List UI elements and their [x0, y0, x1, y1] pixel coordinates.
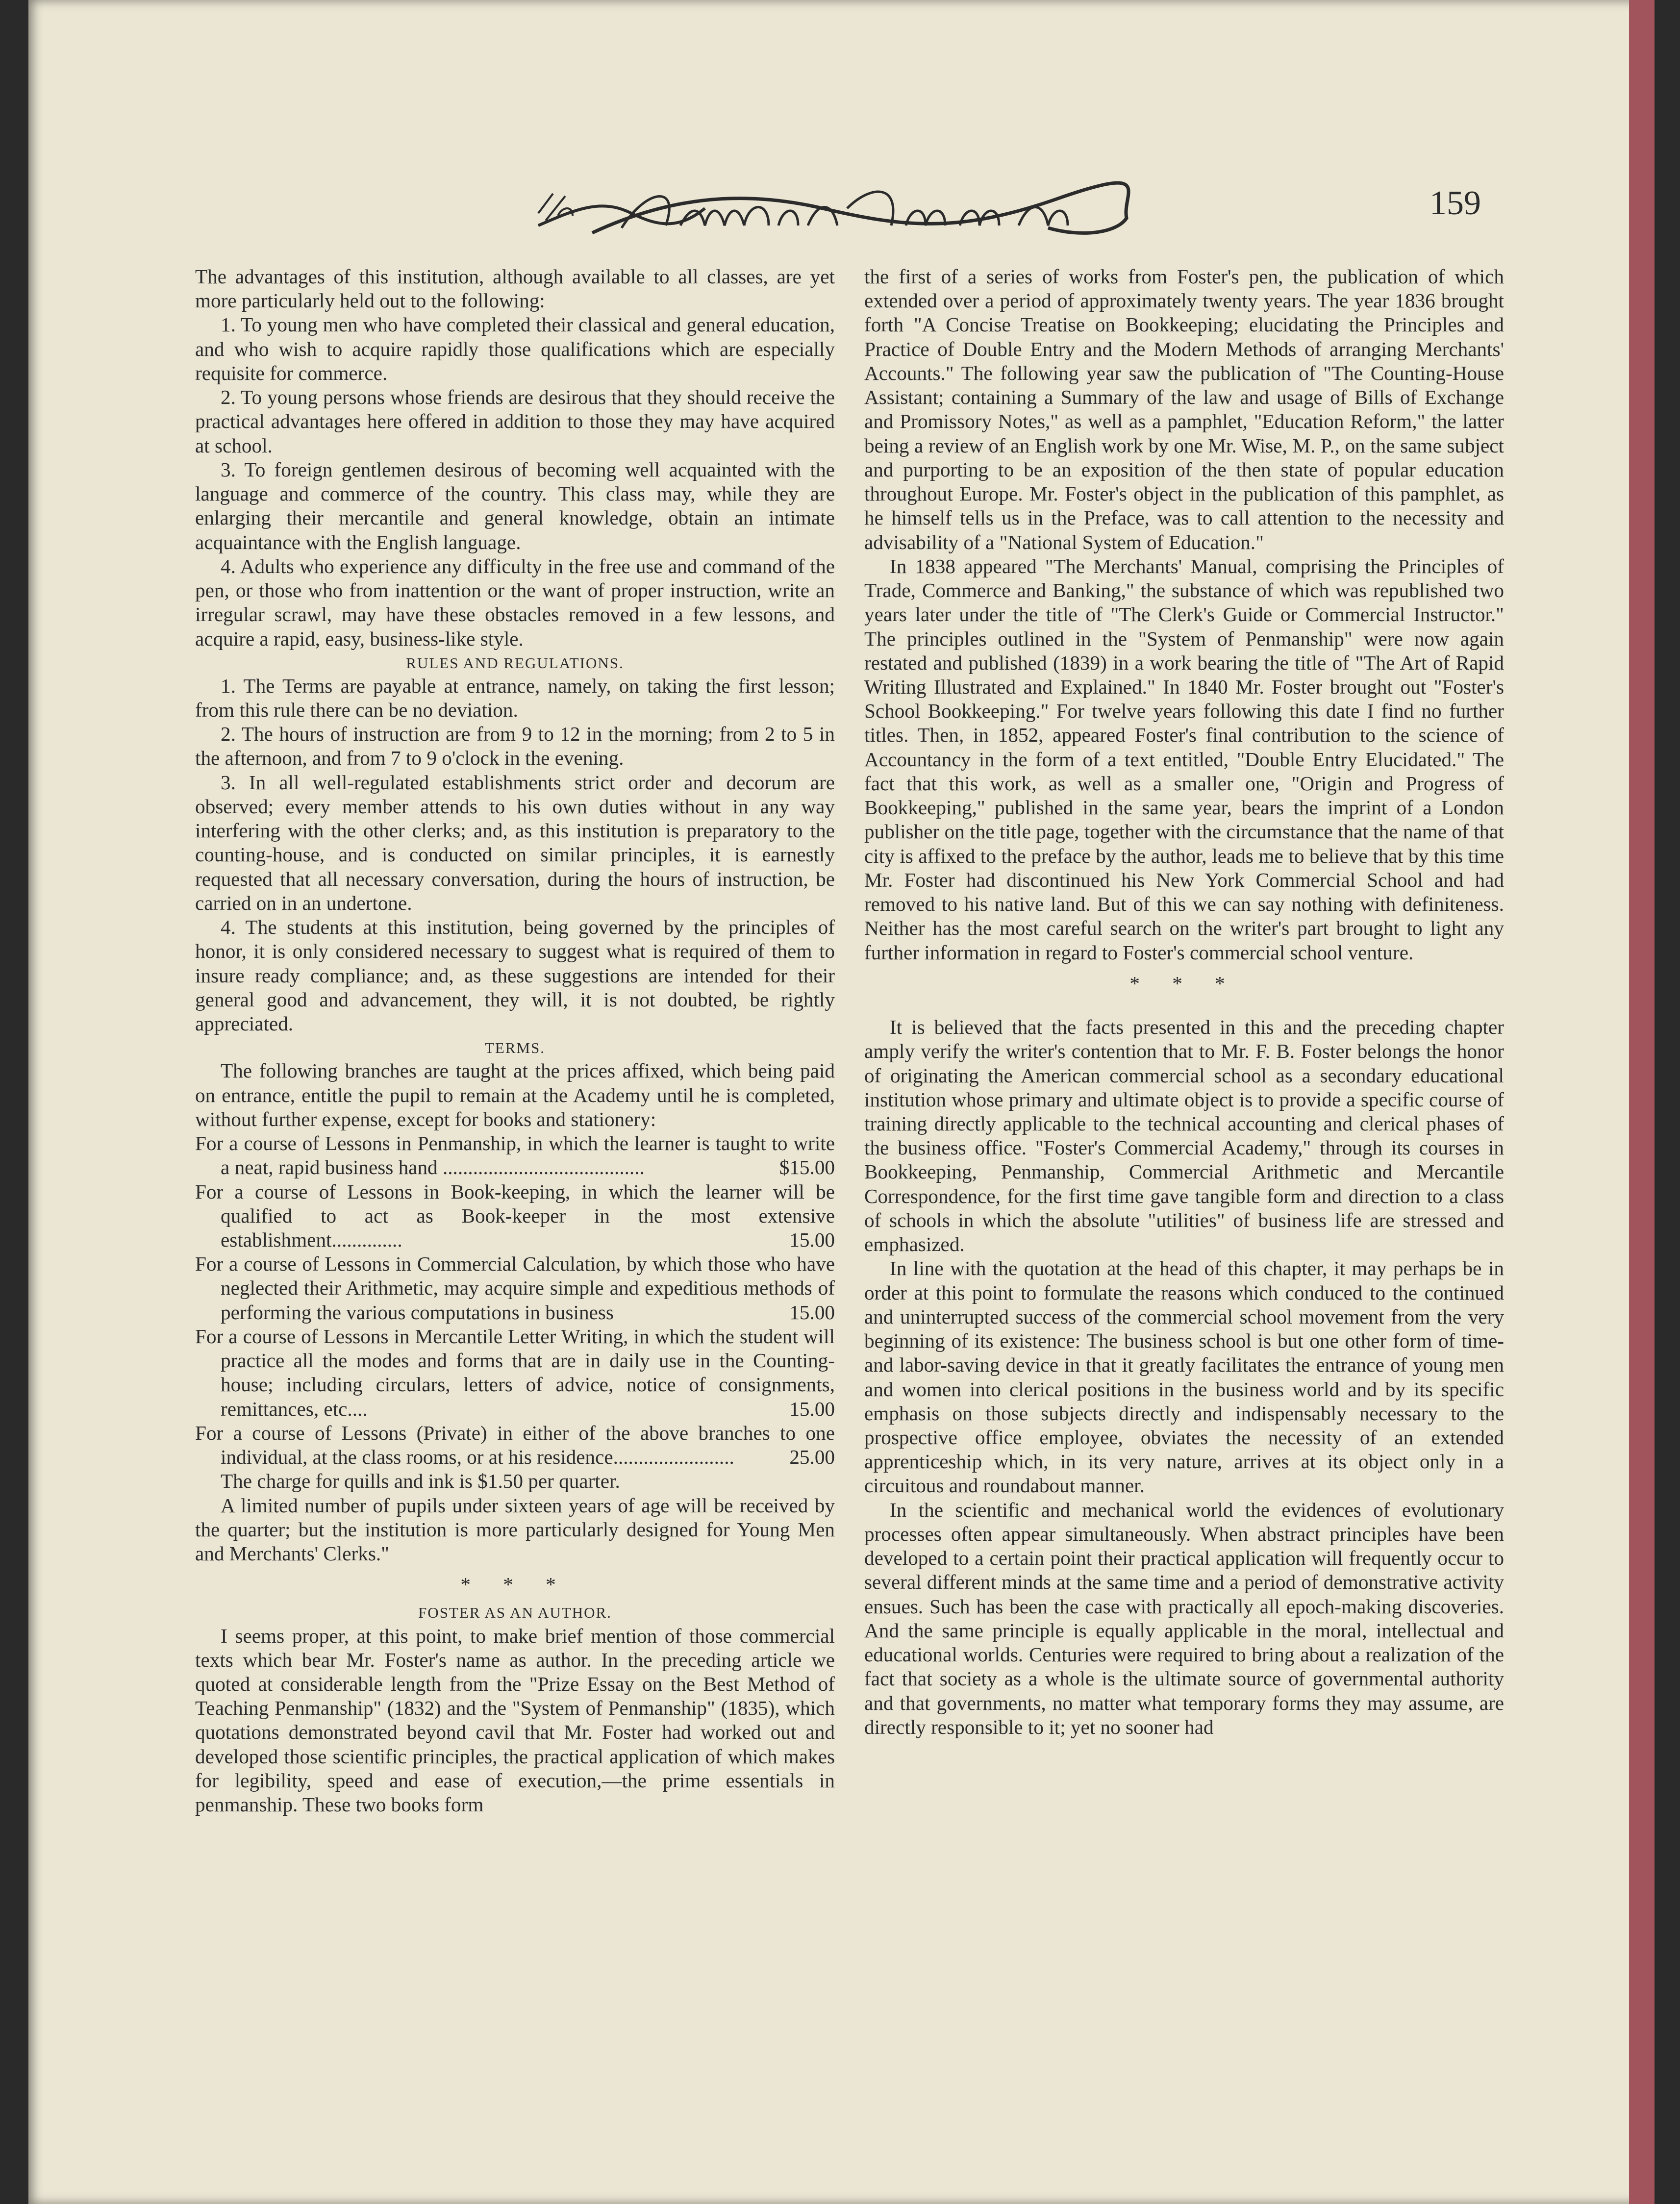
- term-item: [195, 1325, 835, 1421]
- body-paragraph: the first of a series of works from Foster's pen, the publication of which extended over a period of approximately twenty years. The year 1836 brought forth "A Concise Treatise on Bookkeeping; elucidating the Principles and Practice of Double Entry and the Modern Methods of arranging Merchants' Accounts." The following year saw the publication of "The Counting-House Assistant; containing a Summary of the law and usage of Bills of Exchange and Promissory Notes," as well as a pamphlet, "Education Reform," the latter being a review of an English work by one Mr. Wise, M. P., on the same subject and purporting to be an exposition of the then state of popular education throughout Europe. Mr. Foster's object in the publication of this pamphlet, as he himself tells us in the Preface, was to call attention to the necessity and advisability of a "National System of Education.": [864, 265, 1504, 553]
- author-paragraph: I seems proper, at this point, to make brief mention of those commercial texts which bear Mr. Foster's name as author. In the preceding article we quoted at considerable length from the "Prize Essay on the Best Method of Teaching Penmanship" (1832) and the "System of Penmanship" (1835), which quotations demonstrated beyond cavil that Mr. Foster had worked out and developed those scientific principles, the practical application of which makes for legibility, speed and ease of execution,—the prime essentials in penmanship. These two books form: [195, 1624, 835, 1816]
- term-text: For a course of Lessons in Penmanship, in which the learner is taught to write a neat, rapid business hand ........................................: [195, 1132, 835, 1179]
- term-item: [195, 1252, 835, 1325]
- right-column: [864, 265, 1504, 2088]
- rules-heading: RULES AND REGULATIONS.: [406, 654, 624, 672]
- quills-note: The charge for quills and ink is $1.50 per quarter.: [221, 1470, 620, 1493]
- rule-item: 1. The Terms are payable at entrance, namely, on taking the first lesson; from this rule there can be no deviation.: [195, 674, 835, 722]
- advantage-item: 4. Adults who experience any difficulty in the free use and command of the pen, or those who from inattention or the want of proper instruction, write an irregular scrawl, may have these obstacles removed in a few lessons, and acquire a rapid, easy, business-like style.: [195, 554, 835, 650]
- intro-paragraph: The advantages of this institution, although available to all classes, are yet more particularly held out to the following:: [195, 265, 835, 312]
- left-column: [195, 265, 835, 2088]
- masthead-logo: [519, 179, 1136, 243]
- advantage-item: 3. To foreign gentlemen desirous of becoming well acquainted with the language and commerce of the country. This class may, while they are enlarging their mercantile and general knowledge, obtain an intimate acquaintance with the English language.: [195, 458, 835, 553]
- section-separator: * * *: [460, 1573, 570, 1596]
- body-paragraph: In line with the quotation at the head of this chapter, it may perhaps be in order at this point to formulate the reasons which conduced to the continued and uninterrupted success of the commercial school movement from the very beginning of its existence: The business school is but one other form of time- and labor-saving device in that it greatly facilitates the entrance of young men and women into clerical positions in the business world and by its specific emphasis on those subjects directly and indispensably necessary to the prospective office employee, obviates the necessity of an extended apprenticeship which, in its very nature, arrives at its object only in a circuitous and roundabout manner.: [864, 1257, 1504, 1497]
- term-text: For a course of Lessons in Commercial Calculation, by which those who have neglected their Arithmetic, may acquire simple and expeditious methods of performing the various computations in business: [195, 1252, 835, 1324]
- section-separator: * * *: [1129, 972, 1239, 995]
- book-page: [28, 0, 1655, 2204]
- rule-item: 2. The hours of instruction are from 9 to 12 in the morning; from 2 to 5 in the afternoon, and from 7 to 9 o'clock in the evening.: [195, 723, 835, 770]
- term-text: For a course of Lessons in Mercantile Letter Writing, in which the student will practice all the modes and forms that are in daily use in the Counting-house; including circulars, letters of advice, notice of consignments, remittances, etc....: [195, 1325, 835, 1420]
- body-paragraph: In the scientific and mechanical world the evidences of evolutionary processes often appear simultaneously. When abstract principles have been developed to a certain point their practical application will frequently occur to several different minds at the same time and a period of demonstrative activity ensues. Such has been the case with practically all epoch-making discoveries. And the same principle is equally applicable in the moral, intellectual and educational worlds. Centuries were required to bring about a realization of the fact that society as a whole is the ultimate source of governmental authority and that governments, no matter what temporary forms they may assume, are directly responsible to it; yet no sooner had: [864, 1498, 1504, 1738]
- term-price: $15.00: [779, 1156, 835, 1179]
- term-item: [195, 1180, 835, 1252]
- author-heading: FOSTER AS AN AUTHOR.: [418, 1604, 612, 1622]
- rule-item: 3. In all well-regulated establishments strict order and decorum are observed; every member attends to his own duties without in any way interfering with the other clerks; and, as this institution is preparatory to the counting-house, and is conducted on similar principles, it is earnestly requested that all necessary conversation, during the hours of instruction, be carried on in an undertone.: [195, 771, 835, 914]
- term-price: 15.00: [789, 1228, 835, 1251]
- advantage-item: 1. To young men who have completed their classical and general education, and who wish to acquire rapidly those qualifications which are especially requisite for commerce.: [195, 313, 835, 384]
- term-price: 15.00: [789, 1301, 835, 1324]
- limited-paragraph: A limited number of pupils under sixteen years of age will be received by the quarter; but the institution is more particularly designed for Young Men and Merchants' Clerks.": [195, 1494, 835, 1565]
- term-price: 15.00: [789, 1397, 835, 1420]
- page-number: 159: [1429, 184, 1481, 222]
- page-edge-binding: [1629, 0, 1655, 2204]
- terms-heading: TERMS.: [484, 1039, 546, 1057]
- rule-item: 4. The students at this institution, being governed by the principles of honor, it is only considered necessary to suggest what is required of them to insure ready compliance; and, as these suggestions are intended for their general good and advancement, they will, it is not doubted, be rightly appreciated.: [195, 916, 835, 1035]
- terms-intro: The following branches are taught at the prices affixed, which being paid on entrance, entitle the pupil to remain at the Academy until he is completed, without further expense, except for books and stationery:: [195, 1059, 835, 1130]
- body-paragraph: It is believed that the facts presented in this and the preceding chapter amply verify the writer's contention that to Mr. F. B. Foster belongs the honor of originating the American commercial school as a secondary educational institution whose primary and ultimate object is to provide a specific course of training directly applicable to the technical accounting and clerical phases of the business office. "Foster's Commercial Academy," through its courses in Bookkeeping, Penmanship, Commercial Arithmetic and Mercantile Correspondence, for the first time gave tangible form and direction to a class of schools in which the absolute "utilities" of business life are stressed and emphasized.: [864, 1016, 1504, 1256]
- advantage-item: 2. To young persons whose friends are desirous that they should receive the practical advantages here offered in addition to those they may have acquired at school.: [195, 386, 835, 457]
- term-text: For a course of Lessons (Private) in either of the above branches to one individual, at the class rooms, or at his residence........................: [195, 1421, 835, 1469]
- term-item: [195, 1131, 835, 1179]
- term-item: [195, 1421, 835, 1469]
- term-text: For a course of Lessons in Book-keeping, in which the learner will be qualified to act as Book-keeper in the most extensive establishment..............: [195, 1180, 835, 1251]
- term-price: 25.00: [789, 1446, 835, 1469]
- body-paragraph: In 1838 appeared "The Merchants' Manual, comprising the Principles of Trade, Commerce and Banking," the substance of which was republished two years later under the title of "The Clerk's Guide or Commercial Instructor." The principles outlined in the "System of Penmanship" were now again restated and published (1839) in a work bearing the title of "The Art of Rapid Writing Illustrated and Explained." In 1840 Mr. Foster brought out "Foster's School Bookkeeping." For twelve years following this date I find no further titles. Then, in 1852, appeared Foster's final contribution to the science of Accountancy in the form of a text entitled, "Double Entry Elucidated." The fact that this work, as well as a smaller one, "Origin and Progress of Bookkeeping," published in the same year, bears the imprint of a London publisher on the title page, together with the circumstance that the name of that city is affixed to the preface by the author, leads me to believe that by this time Mr. Foster had discontinued his New York Commercial School and had removed to his native land. But of this we can say nothing with definiteness. Neither has the most careful search on the writer's part brought to light any further information in regard to Foster's commercial school venture.: [864, 554, 1504, 964]
